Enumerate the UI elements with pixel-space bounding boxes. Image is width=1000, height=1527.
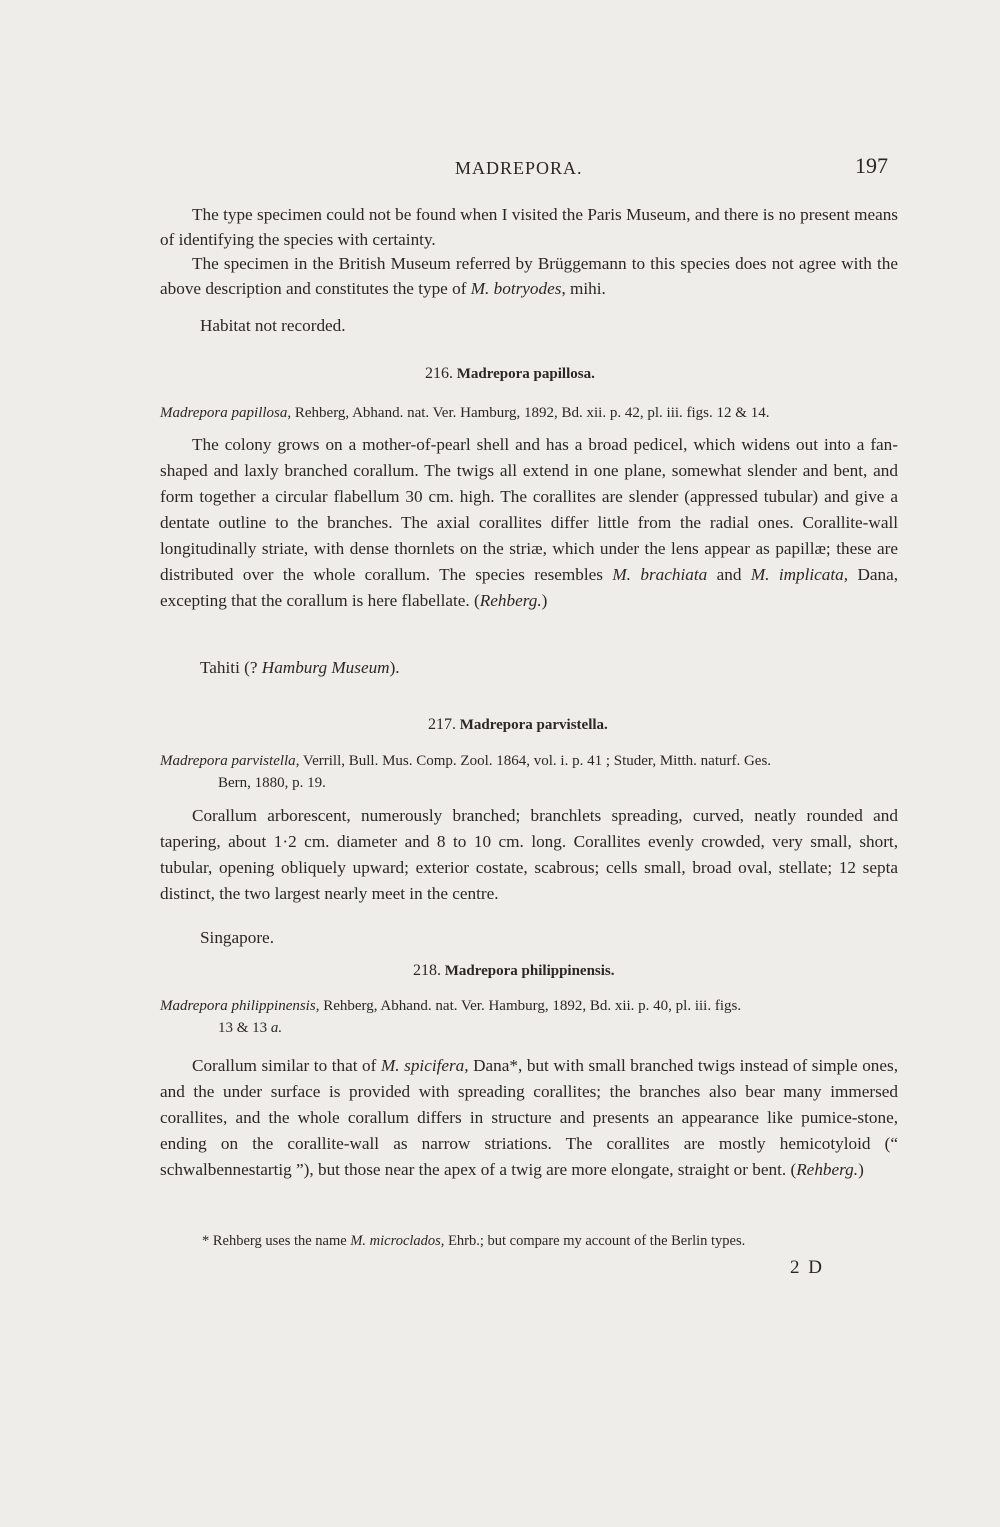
description-217: Corallum arborescent, numerously branched; branchlets spreading, curved, neatly rounded and tapering, about 1·2 cm. diameter and 8 to 10 cm. long. Corallites evenly crowded, very small, short, tubular, opening obliquely upward; exterior costate, scabrous; cells small, broad oval, stellate; 12 septa distinct, the two largest nearly meet in the centre. — [160, 806, 898, 903]
footnote: * Rehberg uses the name M. microclados, Ehrb.; but compare my account of the Berlin types. — [202, 1233, 746, 1249]
page-number: 197 — [855, 153, 888, 178]
species-heading-218: 218. Madrepora philippinensis. — [413, 962, 615, 979]
species-heading-216: 216. Madrepora papillosa. — [425, 365, 595, 382]
locality-216: Tahiti (? Hamburg Museum). — [200, 658, 400, 677]
paragraph-british-museum: The specimen in the British Museum referred by Brüggemann to this species does not agree with the above description and constitutes the type of M. botryodes, mihi. — [160, 254, 898, 298]
habitat-note: Habitat not recorded. — [200, 316, 346, 335]
printer-signature: 2 D — [790, 1257, 824, 1278]
description-218: Corallum similar to that of M. spicifera, Dana*, but with small branched twigs instead of simple ones, and the under surface is provided with spreading corallites; the branches also bear many immersed corallites, and the whole corallum differs in structure and presents an appearance like pumice-stone, ending on the corallite-wall as narrow striations. The corallites are mostly hemicotyloid (“ schwalbennestartig ”), but those near the apex of a twig are more elongate, straight or bent. (Rehberg.) — [160, 1056, 898, 1179]
locality-217: Singapore. — [200, 928, 274, 947]
description-216: The colony grows on a mother-of-pearl shell and has a broad pedicel, which widens out into a fan-shaped and laxly branched corallum. The twigs all extend in one plane, somewhat slender and bent, and form together a circular flabellum 30 cm. high. The corallites are slender (appressed tubular) and give a dentate outline to the branches. The axial corallites differ little from the radial ones. Corallite-wall longitudinally striate, with dense thornlets on the striæ, which under the lens appear as papillæ; these are distributed over the whole corallum. The species resembles M. brachiata and M. implicata, Dana, excepting that the corallum is here flabellate. (Rehberg.) — [160, 435, 898, 610]
synonymy-217: Madrepora parvistella, Verrill, Bull. Mus. Comp. Zool. 1864, vol. i. p. 41 ; Studer, Mitth. naturf. Ges. Bern, 1880, p. 19. — [160, 753, 772, 791]
running-header: MADREPORA. — [455, 158, 583, 178]
synonymy-218: Madrepora philippinensis, Rehberg, Abhand. nat. Ver. Hamburg, 1892, Bd. xii. p. 40, pl. iii. figs. 13 & 13 a. — [160, 998, 742, 1036]
synonymy-216: Madrepora papillosa, Rehberg, Abhand. nat. Ver. Hamburg, 1892, Bd. xii. p. 42, pl. iii. figs. 12 & 14. — [160, 405, 770, 421]
species-heading-217: 217. Madrepora parvistella. — [428, 716, 608, 733]
paragraph-type-specimen: The type specimen could not be found when I visited the Paris Museum, and there is no present means of identifying the species with certainty. — [160, 205, 898, 249]
